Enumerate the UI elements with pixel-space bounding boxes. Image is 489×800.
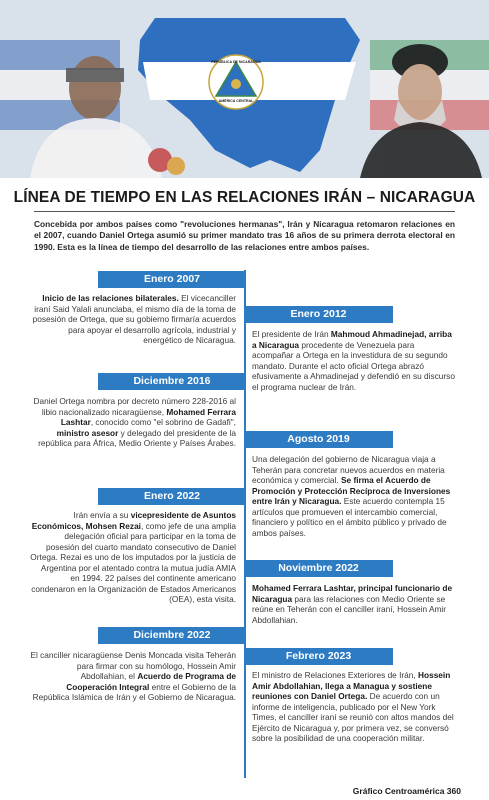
page-title: LÍNEA DE TIEMPO EN LAS RELACIONES IRÁN – NICARAGUA (13, 189, 476, 206)
text-segment: , conocido como "el sobrino de Gadafi", (90, 417, 236, 427)
text-segment: Este acuerdo contempla 15 artículos que promueven el intercambio comercial, financiero y político en el ámbito público y privado de ambos países. (252, 496, 447, 538)
bold-text-segment: ministro asesor (56, 427, 119, 438)
text-segment: Irán envía a su (73, 510, 131, 520)
event-text-febrero-2023 (252, 670, 458, 744)
date-label-agosto-2019: Agosto 2019 (244, 431, 393, 448)
text-segment: entre el Gobierno de la República Islámica de Irán y el Gobierno de Nicaragua. (32, 681, 236, 702)
event-text-diciembre-2016 (30, 396, 236, 449)
text-segment: El ministro de Relaciones Exteriores de Irán, (252, 670, 419, 680)
bold-text-segment: Mohamed Ferrara Lashtar (60, 406, 236, 427)
event-text-noviembre-2022 (252, 583, 458, 625)
date-label-febrero-2023: Febrero 2023 (244, 648, 393, 665)
bold-text-segment: Mahmoud Ahmadinejad, arriba a Nicaragua (252, 329, 452, 350)
event-text-enero-2022 (30, 510, 236, 605)
event-text-enero-2007 (30, 293, 236, 346)
intro-paragraph (34, 219, 455, 253)
text-segment: El canciller nicaragüense Denis Moncada visita Teherán para firmar con su homólogo, Hossein Amir Abdollahian, el (30, 650, 236, 681)
date-label-noviembre-2022: Noviembre 2022 (244, 560, 393, 577)
bold-text-segment: Mohamed Ferrara Lashtar, principal funcionario de Nicaragua (252, 583, 453, 604)
timeline-axis (244, 270, 246, 778)
emblem-bottom-text: AMÉRICA CENTRAL (218, 99, 254, 103)
text-segment: y delegado del presidente de la república para África, Medio Oriente y Países Árabes. (38, 427, 236, 448)
bold-text-segment: Se firma el Acuerdo de Promoción y Protección Recíproca de Inversiones entre Irán y Nicaragua. (252, 475, 451, 506)
text-segment: , como jefe de una amplia delegación oficial para participar en la toma de posesión del cuarto mandato consecutivo de Daniel Ortega. Rezai es uno de los imputados por la justicia de Argentina por el atentado contra la mutua judía AMIA en 1994. 22 países del continente americano condenaron en la Organización de Estados Americanos (OEA), esta visita. (30, 520, 236, 604)
event-text-diciembre-2022 (30, 650, 236, 703)
bold-text-segment: vicepresidente de Asuntos Económicos, Mohsen Rezai (31, 510, 236, 531)
text-segment: para las relaciones con Medio Oriente se reúne en Teherán con el canciller iraní, Hossein Amir Abdollahian. (252, 593, 447, 625)
text-segment: Concebida por ambos países como "revoluciones hermanas", Irán y Nicaragua retomaron relaciones en el 2007, cuando Daniel Ortega asumió su primer mandato tras 16 años de su primera derrota electoral en 1990. Esta es la línea de tiempo del desarrollo de las relaciones entre ambos países. (34, 219, 455, 252)
header-image (0, 0, 489, 178)
date-label-enero-2012: Enero 2012 (244, 306, 393, 323)
text-segment: Una delegación del gobierno de Nicaragua viaja a Teherán para concretar nuevos acuerdos en materia económica y comercial. (252, 454, 445, 485)
bold-text-segment: Hossein Amir Abdollahian, llega a Managua y sostiene reuniones con Daniel Ortega. (252, 670, 451, 701)
header-collage (0, 0, 489, 178)
event-text-enero-2012 (252, 329, 458, 392)
text-segment: De acuerdo con un informe de inteligencia, publicado por el New York Times, el canciller iraní se reunió con altos mandos del Ejército de Nicaragua y, por primera vez, se conversó sobre la posibilidad de una cooperación militar. (252, 691, 454, 743)
text-segment: procedente de Venezuela para acompañar a Ortega en la investidura de su segundo mandato. Durante el acto oficial Ortega abrazó efusivamente a Ahmadinejad y defendió en su discurso el programa nuclear de Irán. (252, 339, 455, 392)
emblem-top-text: REPÚBLICA DE NICARAGUA (211, 60, 261, 64)
date-label-enero-2007: Enero 2007 (98, 271, 246, 288)
text-segment: Daniel Ortega nombra por decreto número 228-2016 al libio nacionalizado nicaragüense, (33, 396, 236, 417)
bold-text-segment: Acuerdo de Programa de Cooperación Integral (66, 671, 236, 692)
title-divider (34, 211, 455, 212)
credit-line: Gráfico Centroamérica 360 (352, 786, 461, 796)
event-text-agosto-2019 (252, 454, 458, 538)
bold-text-segment: Inicio de las relaciones bilaterales. (42, 293, 179, 303)
text-segment: El presidente de Irán (252, 329, 331, 339)
date-label-diciembre-2016: Diciembre 2016 (98, 373, 246, 390)
date-label-diciembre-2022: Diciembre 2022 (98, 627, 246, 644)
date-label-enero-2022: Enero 2022 (98, 488, 246, 505)
text-segment: El vicecanciller iraní Said Yalali anunciaba, el mismo día de la toma de posesión de Ortega, que su gobierno firmaría acuerdos para apoyar el desarrollo agrícola, industrial y energético de Nicaragua. (32, 293, 236, 345)
